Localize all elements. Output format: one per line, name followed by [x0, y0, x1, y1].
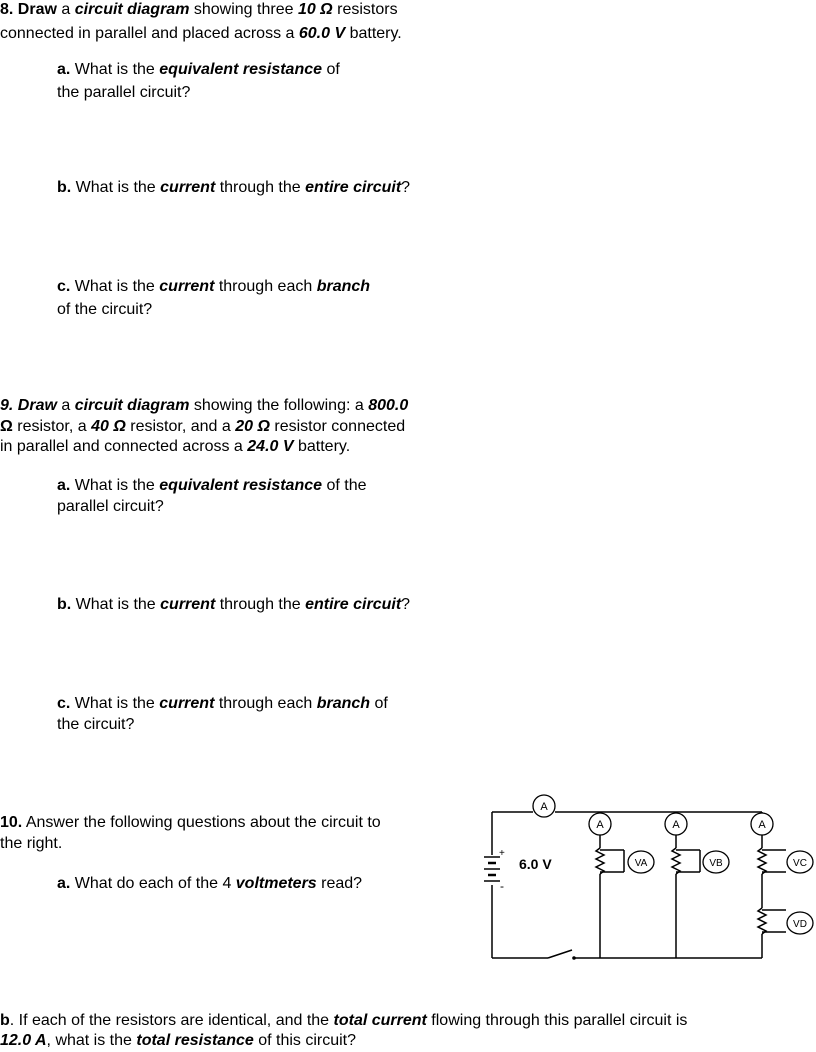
- text-run: b.: [57, 179, 72, 196]
- ammeter-branch-1-label: A: [596, 819, 604, 831]
- ammeter-main-label: A: [540, 801, 548, 813]
- text-run: c.: [57, 278, 71, 295]
- text-run: current: [160, 179, 216, 196]
- battery-icon: [484, 857, 500, 881]
- text-run: through the: [215, 179, 306, 196]
- text-run: total current: [333, 1012, 427, 1029]
- text-run: 10.: [0, 814, 23, 831]
- text-run: current: [159, 278, 215, 295]
- q9-part-a-line-1: [57, 476, 367, 496]
- text-run: a: [56, 397, 75, 414]
- text-run: circuit diagram: [74, 397, 190, 414]
- text-run: What is the: [71, 596, 161, 613]
- text-run: 800.0: [368, 397, 409, 414]
- text-run: entire circuit: [305, 596, 402, 613]
- text-run: connected in parallel and placed across a: [0, 25, 299, 42]
- q9-prompt-line-2: [0, 417, 405, 437]
- text-run: What is the: [70, 477, 160, 494]
- text-run: branch: [316, 695, 371, 712]
- text-run: 10 Ω: [297, 1, 333, 18]
- resistor-d-icon: [758, 908, 766, 934]
- text-run: branch: [316, 278, 371, 295]
- text-run: c.: [57, 695, 71, 712]
- ammeter-main-icon: [533, 795, 555, 817]
- text-run: What do each of the 4: [70, 875, 236, 892]
- voltmeter-b-icon: [703, 851, 729, 873]
- text-run: parallel circuit?: [57, 498, 164, 515]
- voltmeter-c-icon: [787, 851, 813, 873]
- text-run: Answer the following questions about the circuit to: [22, 814, 381, 831]
- text-run: 60.0 V: [298, 25, 346, 42]
- text-run: Ω: [0, 418, 13, 435]
- q8-prompt-line-2: [0, 24, 402, 44]
- voltmeter-d-icon: [787, 912, 813, 934]
- text-run: ?: [401, 596, 411, 613]
- q10-part-b-line-1: [0, 1011, 687, 1031]
- ammeter-branch-3-label: A: [758, 819, 766, 831]
- text-run: showing the following: a: [189, 397, 369, 414]
- voltmeter-a-label: VA: [634, 858, 648, 869]
- text-run: entire circuit: [305, 179, 402, 196]
- voltmeter-c-label: VC: [793, 858, 807, 869]
- ammeter-branch-1-icon: [589, 813, 611, 835]
- text-run: of the circuit?: [57, 301, 153, 318]
- text-run: What is the: [71, 179, 161, 196]
- text-run: current: [160, 596, 216, 613]
- text-run: What is the: [70, 695, 160, 712]
- text-run: b: [0, 1012, 10, 1029]
- switch-contact-icon: [572, 956, 576, 960]
- text-run: the circuit?: [57, 716, 135, 733]
- q8-part-c-line-1: [57, 277, 370, 297]
- text-run: b.: [57, 596, 72, 613]
- text-run: equivalent resistance: [159, 477, 323, 494]
- text-run: of this circuit?: [253, 1032, 357, 1049]
- q9-part-c-line-2: [57, 715, 134, 735]
- switch-lever: [548, 950, 572, 958]
- parallel-circuit-diagram: [470, 790, 815, 970]
- text-run: resistors: [332, 1, 398, 18]
- text-run: the parallel circuit?: [57, 84, 191, 101]
- resistor-b-icon: [672, 848, 680, 874]
- q8-part-b: [57, 178, 410, 198]
- voltmeter-d-label: VD: [793, 919, 807, 930]
- resistor-c-icon: [758, 848, 766, 874]
- text-run: 8. Draw: [0, 1, 57, 18]
- battery-minus-label: -: [500, 879, 504, 893]
- text-run: flowing through this parallel circuit is: [426, 1012, 688, 1029]
- text-run: through each: [214, 695, 317, 712]
- text-run: , what is the: [46, 1032, 137, 1049]
- text-run: of: [322, 61, 340, 78]
- text-run: a: [56, 1, 75, 18]
- q8-prompt-line-1: [0, 0, 398, 20]
- text-run: of the: [322, 477, 367, 494]
- text-run: showing three: [189, 1, 298, 18]
- q9-prompt-line-3: [0, 437, 350, 457]
- text-run: the right.: [0, 835, 63, 852]
- text-run: resistor, a: [12, 418, 92, 435]
- battery-plus-label: +: [499, 848, 505, 859]
- ammeter-branch-2-label: A: [672, 819, 680, 831]
- text-run: through the: [215, 596, 306, 613]
- resistor-a-icon: [596, 848, 604, 874]
- text-run: battery.: [293, 438, 351, 455]
- q10-prompt-line-1: [0, 813, 381, 833]
- q8-part-a-line-1: [57, 60, 340, 80]
- text-run: battery.: [345, 25, 402, 42]
- text-run: 40 Ω: [91, 418, 126, 435]
- ammeter-branch-3-icon: [751, 813, 773, 835]
- text-run: resistor connected: [269, 418, 406, 435]
- text-run: What is the: [70, 61, 160, 78]
- text-run: voltmeters: [235, 875, 317, 892]
- text-run: 12.0 A: [0, 1032, 47, 1049]
- voltmeter-b-label: VB: [709, 858, 723, 869]
- voltmeter-a-icon: [628, 851, 654, 873]
- q8-part-c-line-2: [57, 300, 152, 320]
- text-run: total resistance: [136, 1032, 254, 1049]
- q10-prompt-line-2: [0, 834, 62, 854]
- battery-voltage-label: 6.0 V: [519, 856, 552, 872]
- q9-part-a-line-2: [57, 497, 164, 517]
- text-run: 24.0 V: [247, 438, 294, 455]
- text-run: a.: [57, 477, 71, 494]
- text-run: a.: [57, 61, 71, 78]
- q9-part-c-line-1: [57, 694, 388, 714]
- q9-prompt-line-1: [0, 396, 408, 416]
- text-run: 20 Ω: [235, 418, 270, 435]
- text-run: What is the: [70, 278, 160, 295]
- text-run: of: [370, 695, 388, 712]
- text-run: through each: [214, 278, 317, 295]
- text-run: in parallel and connected across a: [0, 438, 248, 455]
- text-run: 9. Draw: [0, 397, 57, 414]
- q9-part-b: [57, 595, 410, 615]
- ammeter-branch-2-icon: [665, 813, 687, 835]
- text-run: current: [159, 695, 215, 712]
- q10-part-b-line-2: [0, 1031, 356, 1051]
- text-run: circuit diagram: [74, 1, 190, 18]
- text-run: resistor, and a: [125, 418, 236, 435]
- q8-part-a-line-2: [57, 83, 190, 103]
- text-run: ?: [401, 179, 411, 196]
- text-run: a.: [57, 875, 71, 892]
- q10-part-a: [57, 874, 362, 894]
- text-run: . If each of the resistors are identical, and the: [9, 1012, 334, 1029]
- text-run: read?: [316, 875, 363, 892]
- text-run: equivalent resistance: [159, 61, 323, 78]
